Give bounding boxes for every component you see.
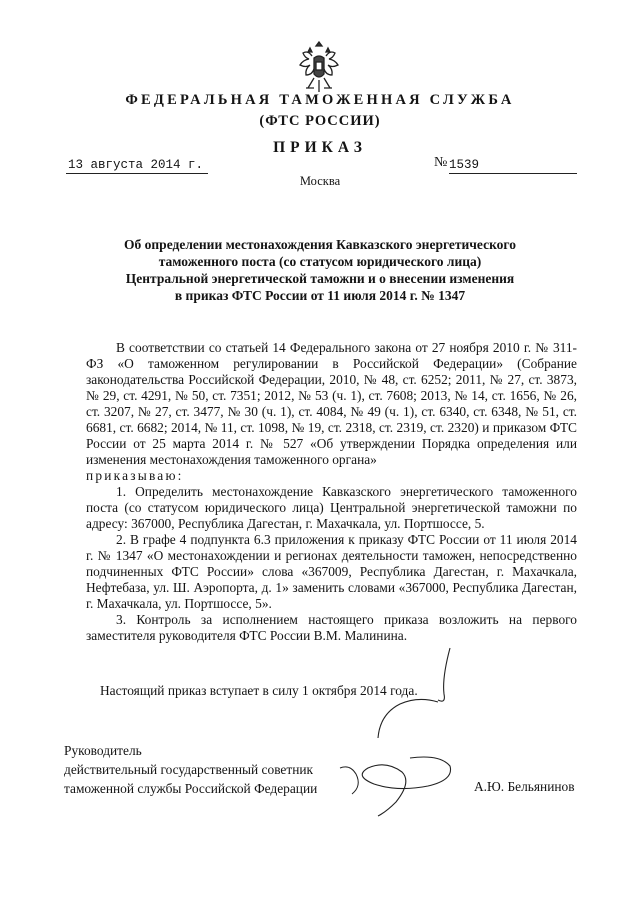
- agency-name: ФЕДЕРАЛЬНАЯ ТАМОЖЕННАЯ СЛУЖБА: [125, 92, 515, 108]
- document-type: ПРИКАЗ: [273, 139, 367, 156]
- signatory-line: действительный государственный советник: [64, 762, 314, 777]
- city: Москва: [299, 174, 341, 188]
- item-2: 2. В графе 4 подпункта 6.3 приложения к приказу ФТС России от 11 июля 2014 г. № 1347 «О местонахождении и регионах деятельности таможен, непосредственно подчиненных ФТС России» слова «367009, Республика Дагестан, г. Махачкала, Нефтебаза, ул. Ш. Аэропорта, д. 1» заменить словами «367000, Республика Дагестан, г. Махачкала, ул. Портшоссе, 5».: [86, 532, 577, 611]
- subject-line: таможенного поста (со статусом юридического лица): [158, 254, 482, 269]
- handwritten-signature: [300, 640, 470, 820]
- order-date: 13 августа 2014 г.: [66, 158, 208, 174]
- number-sign: №: [434, 155, 448, 170]
- agency-short-name: (ФТС РОССИИ): [259, 113, 381, 129]
- order-body: [86, 340, 577, 644]
- subject-line: Центральной энергетической таможни и о внесении изменения: [125, 271, 515, 286]
- order-number: 1539: [449, 158, 577, 174]
- item-3: 3. Контроль за исполнением настоящего приказа возложить на первого заместителя руководителя ФТС России В.М. Малинина.: [86, 612, 577, 643]
- subject-line: Об определении местонахождения Кавказского энергетического: [124, 237, 516, 252]
- order-subject: [100, 236, 540, 304]
- signatory-line: Руководитель: [64, 743, 142, 758]
- signatory-line: таможенной службы Российской Федерации: [64, 781, 318, 796]
- subject-line: в приказ ФТС России от 11 июля 2014 г. № 1347: [174, 288, 466, 303]
- item-1: 1. Определить местонахождение Кавказского энергетического таможенного поста (со статусом юридического лица) Центральной энергетической таможни по адресу: 367000, Республика Дагестан, г. Махачкала, ул. Портшоссе, 5.: [86, 484, 577, 531]
- signatory-name: А.Ю. Бельянинов: [474, 779, 575, 794]
- effective-date-clause: Настоящий приказ вступает в силу 1 октября 2014 года.: [100, 683, 418, 698]
- order-word: приказываю:: [86, 468, 184, 483]
- signatory-title: [64, 741, 317, 798]
- russian-coat-of-arms-icon: [297, 40, 341, 94]
- preamble: В соответствии со статьей 14 Федерального закона от 27 ноября 2010 г. № 311-ФЗ «О таможенном регулировании в Российской Федерации» (Собрание законодательства Российской Федерации, 2010, № 48, ст. 6252; 2011, № 27, ст. 3873, № 29, ст. 4291, № 50, ст. 7351; 2012, № 53 (ч. 1), ст. 7608; 2013, № 14, ст. 1656, № 26, ст. 3207, № 27, ст. 3477, № 30 (ч. 1), ст. 4084, № 49 (ч. 1), ст. 6340, ст. 6348, № 51, ст. 6681, ст. 6682; 2014, № 11, ст. 1098, № 19, ст. 2318, ст. 2319, ст. 2320) и приказом ФТС России от 25 марта 2014 г. № 527 «Об утверждении Порядка определения или изменения местонахождения таможенного органа»: [86, 340, 577, 467]
